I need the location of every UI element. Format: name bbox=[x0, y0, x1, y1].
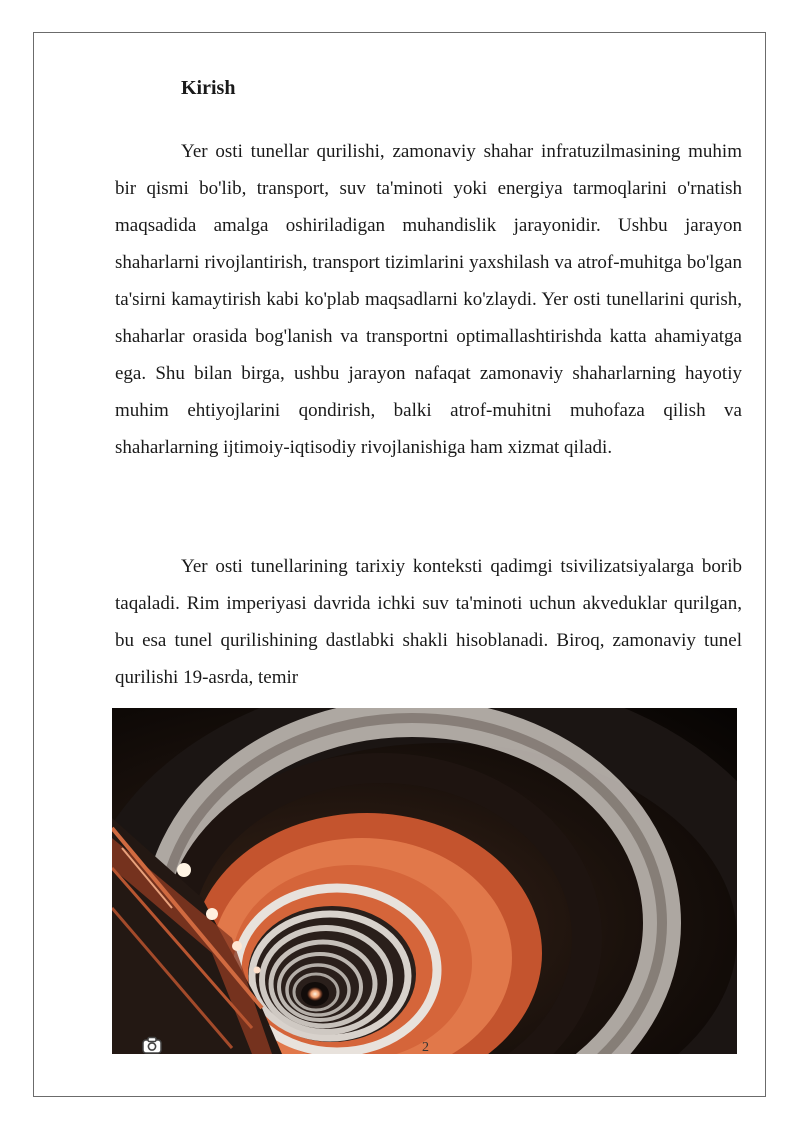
paragraph-history: Yer osti tunellarining tarixiy konteksti qadimgi tsivilizatsiyalarga borib taqaladi. Rim imperiyasi davrida ichki suv ta'minoti uchun akveduklar qurilgan, bu esa tunel qurilishining dastlabki shakli hisoblanadi. Biroq, zamonaviy tunel qurilishi 19-asrda, temir bbox=[115, 556, 742, 688]
paragraph-intro: Yer osti tunellar qurilishi, zamonaviy shahar infratuzilmasining muhim bir qismi bo'lib, transport, suv ta'minoti yoki energiya tarmoqlarini o'rnatish maqsadida amalga oshiriladigan muhandislik jarayonidir. Ushbu jarayon shaharlarni rivojlantirish, transport tizimlarini yaxshilash va atrof-muhitga bo'lgan ta'sirni kamaytirish kabi ko'plab maqsadlarni ko'zlaydi. Yer osti tunellarini qurish, shaharlar orasida bog'lanish va transportni optimallashtirishda katta ahamiyatga ega. Shu bilan birga, ushbu jarayon nafaqat zamonaviy shaharlarning hayotiy muhim ehtiyojlarini qondirish, balki atrof-muhitni muhofaza qilish va shaharlarning ijtimoiy-iqtisodiy rivojlanishiga ham xizmat qiladi. bbox=[115, 141, 742, 458]
tunnel-photo bbox=[112, 708, 737, 1054]
page-number: 2 bbox=[422, 1040, 429, 1055]
camera-icon bbox=[141, 1036, 163, 1054]
section-heading: Kirish bbox=[181, 77, 236, 99]
